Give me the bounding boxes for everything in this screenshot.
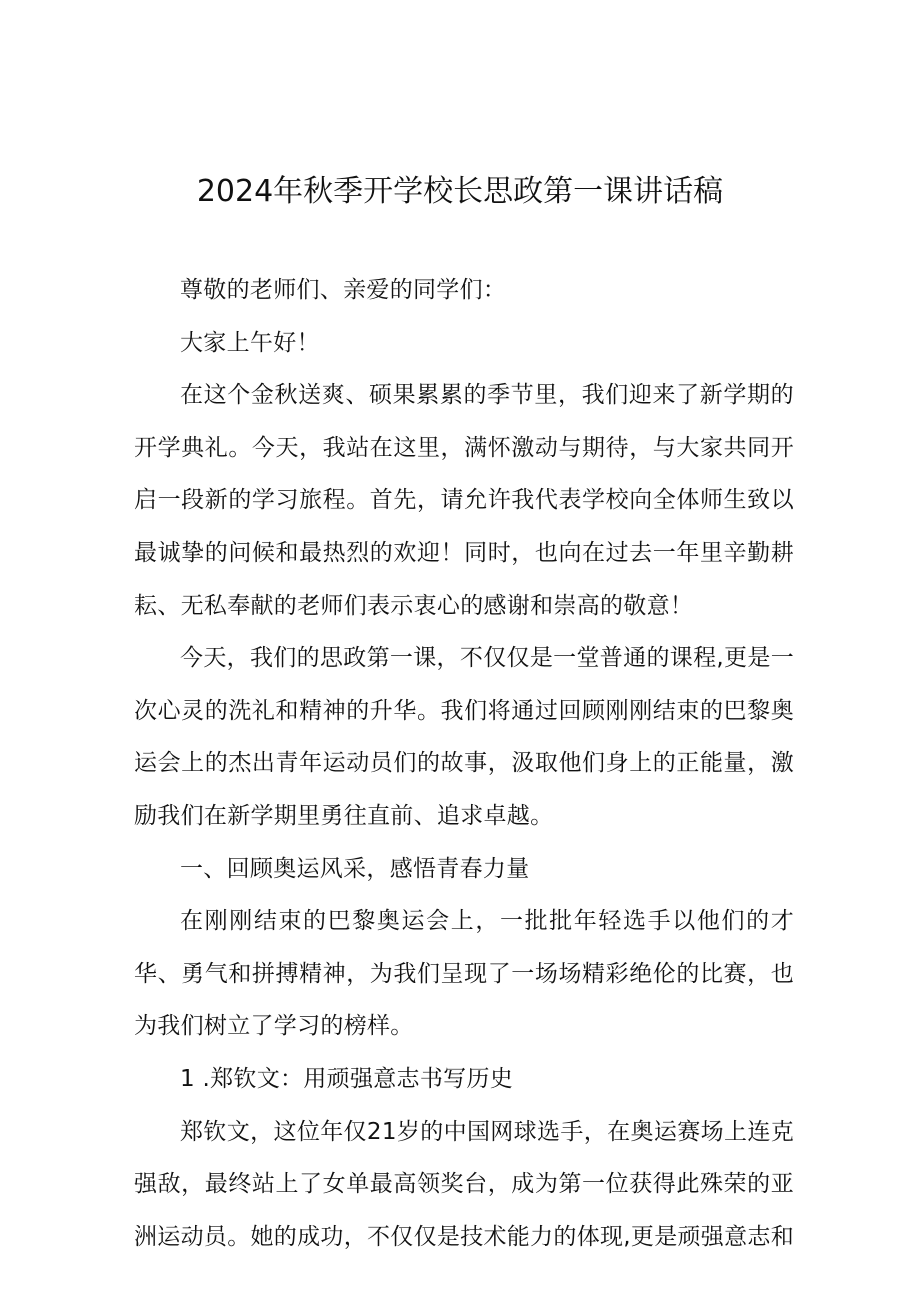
subsection-paragraph-1: 郑钦文，这位年仅21岁的中国网球选手，在奥运赛场上连克强敌，最终站上了女单最高领奖台，成为第一位获得此殊荣的亚洲运动员。她的成功，不仅仅是技术能力的体现,更是顽强意志和 <box>134 1118 795 1250</box>
document-body <box>134 264 794 1263</box>
intro-paragraph: 今天，我们的思政第一课，不仅仅是一堂普通的课程,更是一次心灵的洗礼和精神的升华。我们将通过回顾刚刚结束的巴黎奥运会上的杰出青年运动员们的故事，汲取他们身上的正能量，激励我们在新学期里勇往直前、追求卓越。 <box>134 645 794 829</box>
salutation: 尊敬的老师们、亲爱的同学们： <box>180 277 507 303</box>
section-paragraph-1: 在刚刚结束的巴黎奥运会上，一批批年轻选手以他们的才华、勇气和拼搏精神，为我们呈现了一场场精彩绝伦的比赛，也为我们树立了学习的榜样。 <box>134 908 794 1040</box>
opening-paragraph: 在这个金秋送爽、硕果累累的季节里，我们迎来了新学期的开学典礼。今天，我站在这里，满怀激动与期待，与大家共同开启一段新的学习旅程。首先，请允许我代表学校向全体师生致以最诚挚的问候和最热烈的欢迎！同时，也向在过去一年里辛勤耕耘、无私奉献的老师们表示衷心的感谢和崇高的敬意！ <box>134 382 794 619</box>
greeting: 大家上午好！ <box>180 329 320 356</box>
subsection-heading-1: 1 .郑钦文：用顽强意志书写历史 <box>180 1065 514 1092</box>
section-heading-1: 一、回顾奥运风采，感悟青春力量 <box>180 855 530 882</box>
document-title: 2024年秋季开学校长思政第一课讲话稿 <box>196 174 724 209</box>
